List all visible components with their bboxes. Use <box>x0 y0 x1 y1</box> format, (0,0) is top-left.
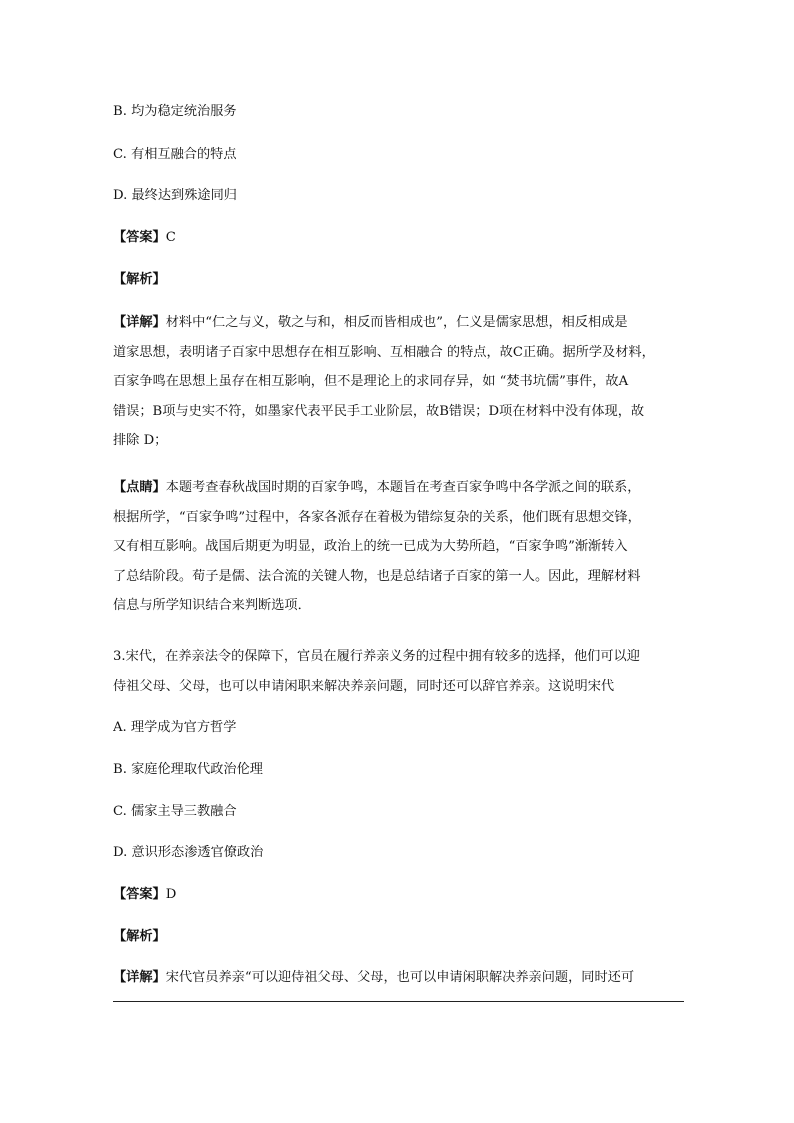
comment-line-4: 了总结阶段。荀子是儒、法合流的关键人物，也是总结诸子百家的第一人。因此，理解材料 <box>113 568 641 584</box>
detail-tag: 【详解】 <box>113 315 166 330</box>
detail-tag: 【详解】 <box>113 970 166 985</box>
q2-analysis-tag: 【解析】 <box>113 272 166 287</box>
q2-detail-paragraph <box>113 308 685 456</box>
comment-line-5: 信息与所学知识结合来判断选项． <box>113 598 311 613</box>
answer-tag: 【答案】 <box>113 230 166 245</box>
detail-line-1: 【详解】材料中“仁之与义，敬之与和，相反而皆相成也”，仁义是儒家思想，相反相成是 <box>113 315 628 330</box>
footer-rule <box>113 1001 684 1002</box>
q2-option-b: B. 均为稳定统治服务 <box>113 104 237 119</box>
detail-line-5: 排除 D； <box>113 433 168 448</box>
answer-tag: 【答案】 <box>113 887 166 902</box>
comment-line-3: 又有相互影响。战国后期更为明显，政治上的统一已成为大势所趋，“百家争鸣”渐渐转入 <box>113 539 628 554</box>
q3-option-a: A. 理学成为官方哲学 <box>113 720 237 735</box>
detail-line-2: 道家思想，表明诸子百家中思想存在相互影响、互相融合 的特点，故C正确。据所学及材料， <box>113 344 655 360</box>
q3-stem-line-2: 侍祖父母、父母，也可以申请闲职来解决养亲问题，同时还可以辞官养亲。这说明宋代 <box>113 678 615 694</box>
q2-option-c: C. 有相互融合的特点 <box>113 147 237 162</box>
q3-option-c: C. 儒家主导三教融合 <box>113 804 237 819</box>
q3-option-b: B. 家庭伦理取代政治伦理 <box>113 762 263 777</box>
comment-line-2: 根据所学，“百家争鸣”过程中，各家各派存在着极为错综复杂的关系，他们既有思想交锋， <box>113 509 641 525</box>
q2-option-d: D. 最终达到殊途同归 <box>113 188 237 203</box>
detail-line-3: 百家争鸣在思想上虽存在相互影响，但不是理论上的求同存异，如 “焚书坑儒”事件，故A <box>113 374 629 389</box>
q3-option-d: D. 意识形态渗透官僚政治 <box>113 845 264 860</box>
q3-stem-line-1: 3.宋代，在养亲法令的保障下，官员在履行养亲义务的过程中拥有较多的选择，他们可以迎 <box>113 649 640 664</box>
q2-comment-paragraph <box>113 473 685 621</box>
answer-value: C <box>165 230 176 245</box>
q2-answer <box>113 228 685 248</box>
q3-detail-line: 【详解】宋代官员养亲“可以迎侍祖父母、父母，也可以申请闲职解决养亲问题，同时还可 <box>113 970 635 985</box>
comment-line-1: 【点睛】本题考查春秋战国时期的百家争鸣，本题旨在考查百家争鸣中各学派之间的联系， <box>113 480 641 495</box>
comment-tag: 【点睛】 <box>113 480 166 495</box>
answer-value: D <box>165 887 177 902</box>
q3-answer <box>113 885 685 905</box>
q3-analysis-tag: 【解析】 <box>113 929 166 944</box>
detail-line-4: 错误；B项与史实不符，如墨家代表平民手工业阶层，故B错误；D项在材料中没有体现，故 <box>113 403 645 419</box>
q3-stem <box>113 642 685 701</box>
